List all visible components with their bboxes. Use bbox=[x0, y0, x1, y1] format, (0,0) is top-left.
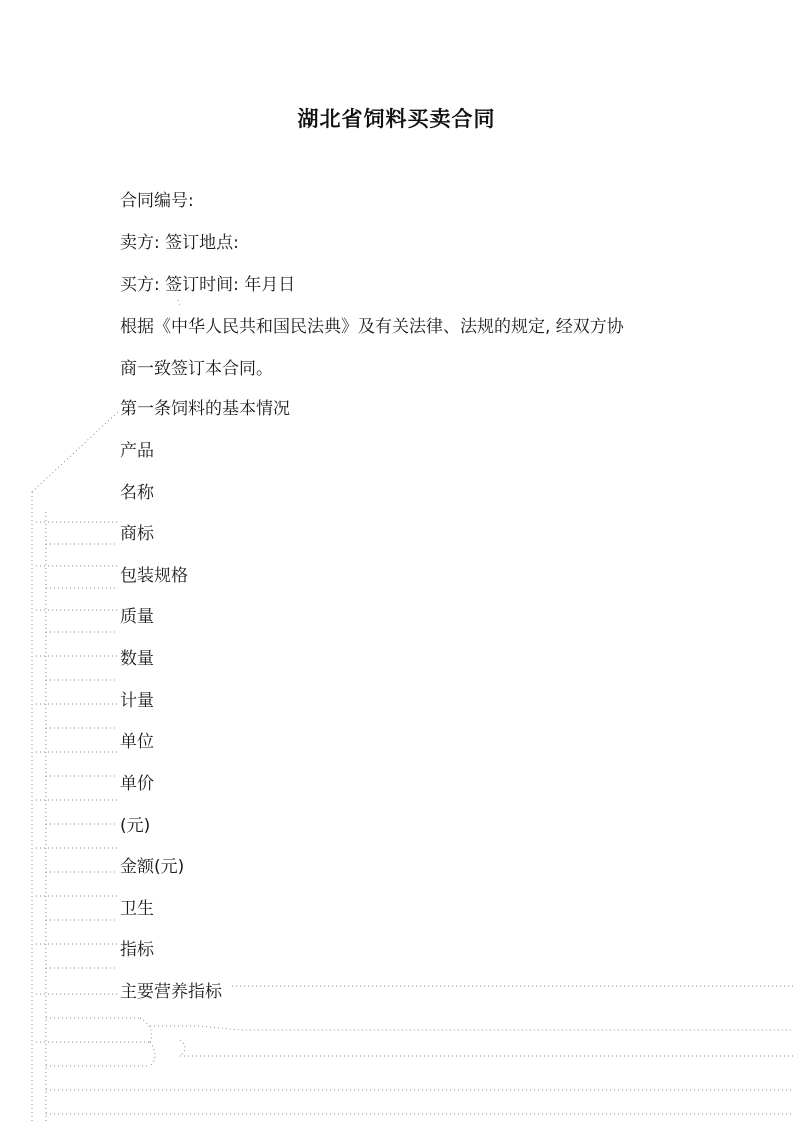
field-trademark: 商标 bbox=[120, 524, 154, 544]
field-quality: 质量 bbox=[120, 607, 154, 627]
field-name: 名称 bbox=[120, 483, 154, 503]
field-amount: 金额(元) bbox=[120, 857, 185, 877]
field-product: 产品 bbox=[120, 441, 154, 461]
preamble-line-1: 根据《中华人民共和国民法典》及有关法律、法规的规定, 经双方协 bbox=[120, 317, 624, 337]
field-measure: 计量 bbox=[120, 691, 154, 711]
seller-line: 卖方: 签订地点: bbox=[120, 233, 239, 253]
field-quantity: 数量 bbox=[120, 649, 154, 669]
preamble-line-2: 商一致签订本合同。 bbox=[120, 359, 273, 379]
field-nutrition-index: 主要营养指标 bbox=[120, 982, 222, 1002]
field-hygiene: 卫生 bbox=[120, 899, 154, 919]
contract-number-line: 合同编号: bbox=[120, 191, 194, 211]
article-1-heading: 第一条饲料的基本情况 bbox=[120, 399, 290, 419]
field-unit-price: 单价 bbox=[120, 774, 154, 794]
field-unit: 单位 bbox=[120, 732, 154, 752]
field-package-spec: 包装规格 bbox=[120, 566, 188, 586]
document-title: 湖北省饲料买卖合同 bbox=[297, 107, 496, 131]
field-index: 指标 bbox=[120, 940, 154, 960]
field-yuan: (元) bbox=[120, 816, 151, 836]
buyer-line: 买方: 签订时间: 年月日 bbox=[120, 275, 296, 295]
